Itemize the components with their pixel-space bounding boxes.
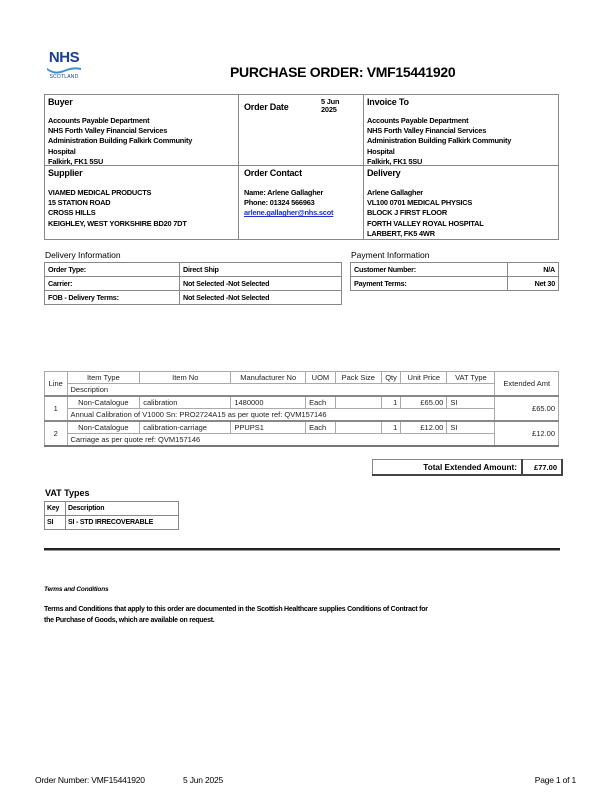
col-uom: UOM (306, 372, 336, 384)
table-row (45, 263, 342, 277)
table-row (45, 516, 179, 530)
table-row (373, 460, 563, 476)
invoice-line: NHS Forth Valley Financial Services (367, 126, 487, 136)
page-title: PURCHASE ORDER: VMF15441920 (230, 64, 456, 80)
col-extended-amt: Extended Amt (495, 372, 559, 397)
item-type: Non-Catalogue (67, 421, 140, 434)
supplier-label: Supplier (48, 168, 83, 178)
table-row (45, 291, 342, 305)
line-items-table (44, 371, 559, 447)
item-type: Non-Catalogue (67, 396, 140, 409)
unit-price: £12.00 (401, 421, 447, 434)
table-row (351, 277, 559, 291)
payment-info-title: Payment Information (351, 250, 430, 260)
table-header-row (45, 502, 179, 516)
terms-text (44, 604, 428, 626)
table-header-row (45, 384, 559, 397)
manufacturer-no: 1480000 (231, 396, 306, 409)
carrier-value: Not Selected -Not Selected (180, 277, 342, 291)
buyer-line: Accounts Payable Department (48, 116, 150, 125)
table-row (351, 263, 559, 277)
footer-order-number: Order Number: VMF15441920 (35, 775, 145, 785)
nhs-scotland-logo (44, 50, 84, 81)
delivery-section (363, 165, 559, 240)
total-label: Total Extended Amount: (373, 460, 523, 476)
col-qty: Qty (381, 372, 400, 384)
order-date-label: Order Date (244, 102, 289, 112)
pack-size (335, 421, 381, 434)
order-contact-section (238, 165, 364, 240)
col-unit-price: Unit Price (401, 372, 447, 384)
vat-key: SI (45, 516, 66, 530)
buyer-section (44, 94, 239, 166)
col-line: Line (45, 372, 68, 397)
delivery-label: Delivery (367, 168, 401, 178)
item-no: calibration-carriage (140, 421, 231, 434)
logo-wave-icon (46, 66, 82, 74)
payment-terms-label: Payment Terms: (351, 277, 508, 291)
order-type-label: Order Type: (45, 263, 180, 277)
invoice-line: Accounts Payable Department (367, 116, 469, 125)
extended-amt: £12.00 (495, 421, 559, 446)
unit-price: £65.00 (401, 396, 447, 409)
invoice-to-section (363, 94, 559, 166)
buyer-label: Buyer (48, 97, 73, 107)
order-contact-details (244, 188, 333, 219)
fob-terms-value: Not Selected -Not Selected (180, 291, 342, 305)
total-table (372, 459, 563, 476)
delivery-info-table (44, 262, 342, 305)
qty: 1 (381, 421, 400, 434)
delivery-line: FORTH VALLEY ROYAL HOSPITAL (367, 218, 484, 228)
vat-types-table (44, 501, 179, 530)
order-date-year: 2025 (321, 105, 337, 114)
total-value: £77.00 (522, 460, 562, 476)
order-date-value (321, 98, 339, 114)
vat-description-header: Description (66, 502, 179, 516)
payment-terms-value: Net 30 (508, 277, 559, 291)
delivery-line: BLOCK J FIRST FLOOR (367, 208, 447, 218)
invoice-to-address (367, 116, 511, 167)
vat-description: SI - STD IRRECOVERABLE (66, 516, 179, 530)
supplier-line: KEIGHLEY, WEST YORKSHIRE BD20 7DT (48, 218, 187, 228)
delivery-address (367, 188, 484, 239)
manufacturer-no: PPUPS1 (231, 421, 306, 434)
logo-subtext: SCOTLAND (49, 74, 79, 80)
buyer-line: Hospital (48, 146, 76, 156)
item-description: Annual Calibration of V1000 Sn: PRO2724A15 as per quote ref: QVM157146 (67, 409, 495, 422)
extended-amt: £65.00 (495, 396, 559, 421)
invoice-line: Falkirk, FK1 5SU (367, 156, 423, 166)
col-manufacturer-no: Manufacturer No (231, 372, 306, 384)
table-row (45, 277, 342, 291)
contact-name: Name: Arlene Gallagher (244, 188, 324, 197)
customer-number-value: N/A (508, 263, 559, 277)
payment-info-table (350, 262, 559, 291)
supplier-line: CROSS HILLS (48, 208, 96, 218)
pack-size (335, 396, 381, 409)
supplier-line: 15 STATION ROAD (48, 198, 111, 208)
contact-email-link[interactable]: arlene.gallagher@nhs.scot (244, 208, 334, 218)
table-row (45, 434, 559, 447)
vat-key-header: Key (45, 502, 66, 516)
supplier-section (44, 165, 239, 240)
buyer-line: NHS Forth Valley Financial Services (48, 126, 168, 136)
terms-line: Terms and Conditions that apply to this order are documented in the Scottish Healthcare supplies Conditions of Contract for (44, 606, 428, 613)
customer-number-label: Customer Number: (351, 263, 508, 277)
table-row (45, 396, 559, 409)
table-header-row (45, 372, 559, 384)
line-number: 2 (45, 421, 68, 446)
item-description: Carriage as per quote ref: QVM157146 (67, 434, 495, 447)
invoice-line: Administration Building Falkirk Community (367, 136, 512, 146)
uom: Each (306, 396, 336, 409)
delivery-line: VL100 0701 MEDICAL PHYSICS (367, 198, 473, 208)
supplier-line: VIAMED MEDICAL PRODUCTS (48, 188, 152, 197)
col-description: Description (67, 384, 495, 397)
uom: Each (306, 421, 336, 434)
delivery-line: Arlene Gallagher (367, 188, 423, 197)
terms-title: Terms and Conditions (44, 586, 109, 593)
col-item-no: Item No (140, 372, 231, 384)
invoice-to-label: Invoice To (367, 97, 409, 107)
col-pack-size: Pack Size (335, 372, 381, 384)
invoice-line: Hospital (367, 146, 395, 156)
col-vat-type: VAT Type (447, 372, 495, 384)
delivery-info-title: Delivery Information (45, 250, 121, 260)
line-number: 1 (45, 396, 68, 421)
vat-type: SI (447, 421, 495, 434)
table-row (45, 421, 559, 434)
vat-type: SI (447, 396, 495, 409)
table-row (45, 409, 559, 422)
supplier-address (48, 188, 187, 229)
order-date-day: 5 Jun (321, 97, 340, 106)
contact-phone: Phone: 01324 566963 (244, 198, 315, 208)
item-no: calibration (140, 396, 231, 409)
logo-text: NHS (48, 49, 80, 66)
fob-terms-label: FOB - Delivery Terms: (45, 291, 180, 305)
buyer-line: Falkirk, FK1 5SU (48, 156, 104, 166)
divider (44, 548, 560, 551)
delivery-line: LARBERT, FK5 4WR (367, 228, 435, 238)
terms-line: the Purchase of Goods, which are available on request. (44, 617, 215, 624)
footer-date: 5 Jun 2025 (183, 775, 224, 785)
carrier-label: Carrier: (45, 277, 180, 291)
buyer-line: Administration Building Falkirk Community (48, 136, 193, 146)
order-date-section (238, 94, 364, 166)
buyer-address (48, 116, 192, 167)
order-type-value: Direct Ship (180, 263, 342, 277)
col-item-type: Item Type (67, 372, 140, 384)
vat-types-title: VAT Types (45, 488, 90, 498)
footer-page-number: Page 1 of 1 (534, 775, 576, 785)
order-contact-label: Order Contact (244, 168, 302, 178)
qty: 1 (381, 396, 400, 409)
